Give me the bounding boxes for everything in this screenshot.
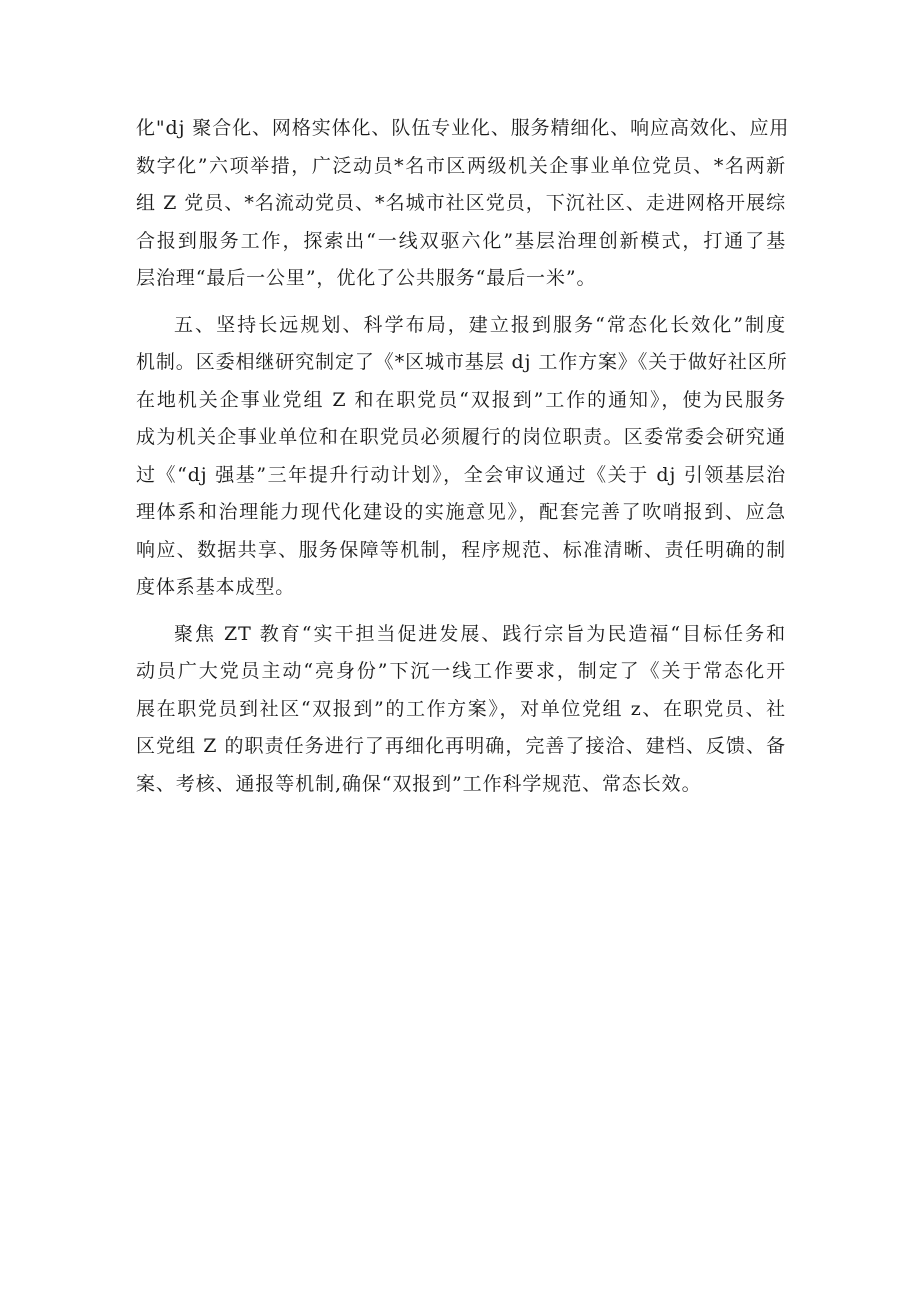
- paragraph-3: [136, 616, 786, 804]
- paragraph-line: 成为机关企事业单位和在职党员必须履行的岗位职责。区委常委会研究通: [136, 426, 786, 448]
- paragraph-line: 机制。区委相继研究制定了《*区城市基层 dj 工作方案》《关于做好社区所: [136, 351, 788, 373]
- paragraph-2: [136, 307, 786, 607]
- paragraph-line: 理体系和治理能力现代化建设的实施意见》，配套完善了吹哨报到、应急: [136, 501, 786, 523]
- paragraph-line: 五、坚持长远规划、科学布局，建立报到服务“常态化长效化”制度: [174, 313, 786, 336]
- paragraph-line: 聚焦 ZT 教育“实干担当促进发展、践行宗旨为民造福“目标任务和: [174, 622, 786, 645]
- paragraph-line: 区党组 Z 的职责任务进行了再细化再明确，完善了接洽、建档、反馈、备: [136, 735, 786, 757]
- paragraph-spacer: [136, 607, 786, 616]
- document-body: [136, 110, 790, 803]
- paragraph-1: [136, 110, 790, 298]
- paragraph-spacer: [136, 298, 786, 307]
- paragraph-line: 展在职党员到社区“双报到”的工作方案》，对单位党组 z、在职党员、社: [136, 697, 786, 720]
- paragraph-line: 动员广大党员主动“亮身份”下沉一线工作要求，制定了《关于常态化开: [136, 660, 786, 682]
- paragraph-line: 组 Z 党员、*名流动党员、*名城市社区党员，下沉社区、走进网格开展综: [136, 192, 786, 214]
- paragraph-line: 度体系基本成型。: [136, 576, 296, 598]
- paragraph-line: 在地机关企事业党组 Z 和在职党员“双报到”工作的通知》，使为民服务: [136, 388, 786, 411]
- paragraph-line: 过《“dj 强基”三年提升行动计划》，全会审议通过《关于 dj 引领基层治: [136, 463, 786, 486]
- paragraph-line: 响应、数据共享、服务保障等机制，程序规范、标准清晰、责任明确的制: [136, 538, 786, 561]
- paragraph-line: 层治理“最后一公里”，优化了公共服务“最后一米”。: [136, 267, 597, 289]
- paragraph-line: 数字化”六项举措，广泛动员*名市区两级机关企事业单位党员、*名两新: [136, 154, 786, 177]
- paragraph-line: 案、考核、通报等机制,确保“双报到”工作科学规范、常态长效。: [136, 772, 702, 795]
- paragraph-line: 化"dj 聚合化、网格实体化、队伍专业化、服务精细化、响应高效化、应用: [136, 117, 790, 139]
- paragraph-line: 合报到服务工作，探索出“一线双驱六化”基层治理创新模式，打通了基: [136, 229, 786, 252]
